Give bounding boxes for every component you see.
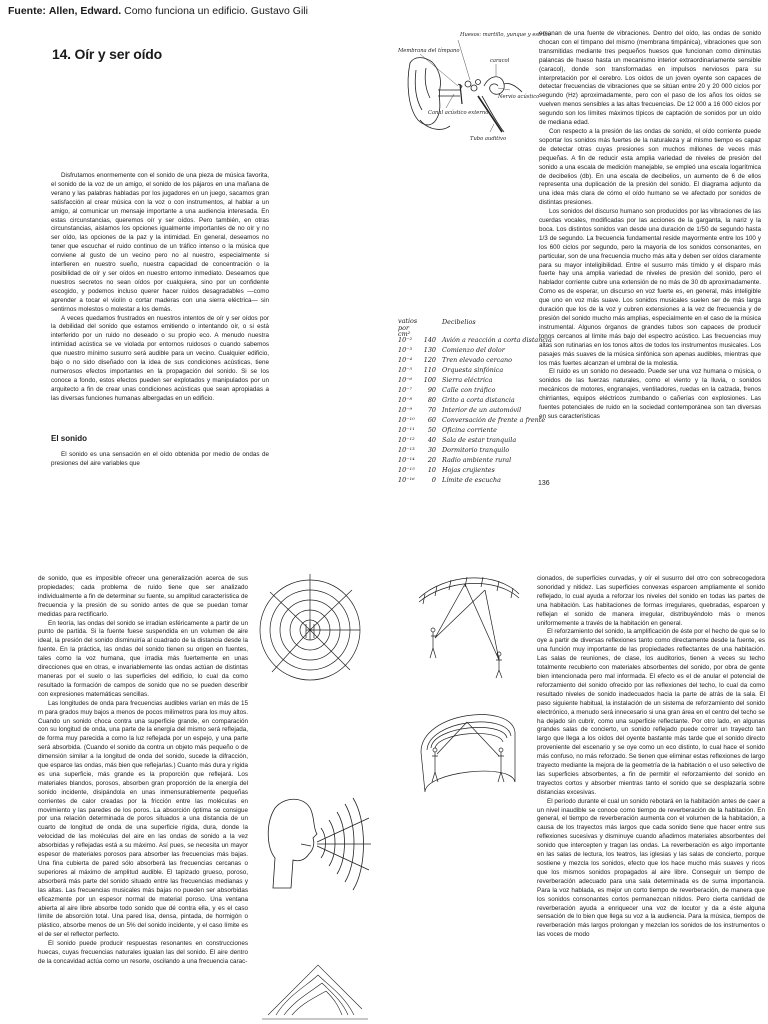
decibel-col1-header: vatios por cm² — [398, 317, 418, 338]
ear-label-tubo: Tubo auditivo — [470, 136, 507, 142]
intro-paragraph: Disfrutamos enormemente con el sonido de una pieza de música favorita, el sonido de la voz de un amigo, el sonido de los pájaros en una mañana de verano y las palabras habladas por los jugadores en un juego, sacamos gran satisfacción al crear música con la voz o con instrumentos, al hablar a un amigo, al comunicar un mensaje importante a una audiencia interesada. En estas circunstancias, queremos oír y ser oídos. Pero también, en otras circunstancias, aislamos los opciones igualmente importantes de no oír y no ser oído, las opciones de la paz y la intimidad. En general, deseamos no tener que escuchar el ruido continuo de un tráfico intenso o la música que conviene al gusto de un vecino pero no al nuestro, especialmente si interfieren en nuestro sueño, nuestra capacidad de concentración o la posibilidad de oír y ser oídos en nuestro entorno inmediato. Deseamos que nuestros secretos no sean oídos por cualquiera, sino por un confidente escogido, y podemos incluso querer hacer ruidos desagradables —como aprender a tocar el violín o cortar maderas con una sierra eléctrica— sin sentirnos molestos o molestar a los demás. — [51, 172, 269, 313]
bottom-left-column — [38, 575, 248, 1024]
radiating-sound-figure — [260, 572, 370, 687]
decibel-row: 10⁻³ 130 Comienzo del dolor — [398, 346, 505, 354]
decibel-row: 10⁻⁷ 90 Calle con tráfico — [398, 386, 496, 394]
decibel-row: 10⁻⁹ 70 Interior de un automóvil — [398, 406, 522, 414]
body-paragraph: de sonido, que es imposible ofrecer una generalización acerca de sus propiedades; cada problema de ruido tiene que ser analizado individualmente a fin de determinar su fuente, su amplitud característica de frecuencia y la presión de su sonido antes de que se puedan tomar medidas para rectificarlo. — [38, 575, 248, 618]
decibel-row: 10⁻¹⁵ 10 Hojas crujientes — [398, 466, 495, 474]
decibel-col2-header: Decibelios — [442, 318, 476, 326]
decibel-row: 10⁻¹⁶ 0 Límite de escucha — [398, 476, 501, 484]
curved-wall-figure — [415, 692, 523, 802]
body-paragraph: El período durante el cual un sonido rebotará en la habitación antes de caer a un nivel inaudible se conoce como tiempo de reverberación de la habitación. En general, el tiempo de reverberación aumenta con el volumen de la habitación, a causa de los trayectos más largos que cada sonido tiene que hacer entre sus reflexiones sucesivas y disminuye cuando añadimos materiales absorbentes del sonido que intercepten y tragan las ondas. La reverberación es algo importante en las salas de lectura, los teatros, las iglesias y las salas de concierto, porque sostiene y mezcla los sonidos, efecto que los hace mucho más suaves y ricos que los mismos sonidos propagados al aire libre. Conseguir un tiempo de reverberación adecuado para una sala determinada es de suma importancia. Para la voz hablada, es mejor un corto tiempo de reverberación, de manera que los sonidos consonantes cortos permanezcan nítidos. Pero cierta cantidad de reverberación ayuda a enriquecer una voz de locutor y da a éste alguna sensación de lo bien que llega su voz a la audiencia. Para la música, tiempos de reverberación más largos prolongan y mezclan los sonidos de los instrumentos o las voces de modo — [537, 797, 765, 939]
body-paragraph: cionados, de superficies curvadas, y oír el susurro del otro con sobrecogedora sonoridad y nitidez. Las superficies convexas esparcen ampliamente el sonido reflejado, lo cual ayuda a reforzar los niveles del sonido en todas las partes de una habitación. Las habitaciones de formas irregulares, quebradas, esparcen y reflejan el sonido de manera irregular, distribuyéndolo más o menos uniformemente a través de la habitación en general. — [537, 575, 765, 627]
ear-label-canal: Canal acústico externo — [428, 110, 489, 116]
decibel-row: 10⁻⁵ 110 Orquesta sinfónica — [398, 366, 504, 374]
ear-label-caracol: caracol — [490, 58, 510, 64]
section-heading-sonido: El sonido — [51, 434, 87, 443]
speaking-head-figure — [265, 788, 375, 903]
bottom-right-column — [537, 575, 765, 1024]
body-paragraph: El ruido es un sonido no deseado. Puede ser una voz humana o música, o sonidos de las fuerzas naturales, como el viento y la lluvia, o sonidos mecánicos de motores, engranajes, ventiladores, ruedas en la calzada, frenos chirriantes, equipos eléctricos zumbando o cañerías con explosiones. Las fuentes potenciales de ruido en la sociedad contemporánea son tan diversas en sus características — [539, 368, 761, 420]
ear-diagram — [398, 28, 551, 150]
source-prefix: Fuente: — [8, 5, 46, 17]
decibel-row: 10⁻⁶ 100 Sierra eléctrica — [398, 376, 493, 384]
ear-label-membrana: Membrana del tímpano — [398, 48, 460, 54]
ear-label-huesos: Huesos: martillo, yunque y estribo — [460, 32, 551, 38]
reflection-waves-figure — [258, 955, 370, 1024]
sonido-paragraph: El sonido es una sensación en el oído obtenida por medio de ondas de presiones del aire variables que — [51, 451, 269, 467]
body-paragraph: Con respecto a la presión de las ondas de sonido, el oído corriente puede soportar los sonidos más fuertes de la naturaleza y al mismo tiempo es capaz de detectar otras cuyas presiones son muchos millones de veces más pequeñas. A fin de reducir esta amplia variedad de niveles de presión del sonido a una escala de medición manejable, se empleó una escala logarítmica de decibelios (db). En una escala de decibelios, un aumento de 6 de ellos representa una duplicación de la presión del sonido. El diagrama adjunto da una idea más clara de cómo el oído humano se ve afectado por sonidos de distintas presiones. — [539, 127, 761, 207]
decibel-row: 10⁻¹¹ 50 Oficina corriente — [398, 426, 497, 434]
curved-ceiling-figure — [415, 568, 523, 678]
ear-label-nervio: Nervio acústico — [498, 94, 540, 100]
intro-paragraph: A veces quedamos frustrados en nuestros intentos de oír y ser oídos por la debilidad del sonido que estamos emitiendo o intentando oír, o si está interferido por un ruido no deseado o su propio eco. A menudo nuestra intimidad acústica se ve violada por entornos ruidosos o cuando sabemos que nuestro mínimo susurro será audible para un vecino. Cualquier edificio, bajo o no sido diseñado con la idea de sus condiciones acústicas, tiene numerosos efectos importantes en la propagación del sonido. Si se los conoce a fondo, estos efectos pueden ser explotados y manipulados por un arquitecto a fin de crear unas condiciones acústicas que sean apropiadas a las diversas funciones humanas albergadas en un edificio. — [51, 314, 269, 402]
decibel-row: 10⁻⁴ 120 Tren elevado cercano — [398, 356, 513, 364]
decibel-row: 10⁻¹⁰ 60 Conversación de frente a frente — [398, 416, 546, 424]
decibel-row: 10⁻⁸ 80 Grito a corta distancia — [398, 396, 515, 404]
body-paragraph: Las longitudes de onda para frecuencias audibles varían en más de 15 m para grados muy bajos a menos de pocos milímetros para los muy altos. Cuando un sonido choca contra una superficie grande, en comparación con su longitud de onda, una parte de la energía del mismo será reflejada, de forma muy parecida a como la luz reflejada por un espejo, y una parte será absorbida. (Cuando el sonido da contra un objeto más pequeño o de dimensión similar a la longitud de onda del sonido, sucede la difracción, que esparce las ondas, más bien que reflejarlas.) Cuanto más dura y rígida es una superficie, más grande es la proporción que reflejará. Los materiales blandos, porosos, absorben gran proporción de la energía del sonido incidente, disipándola en unas inmensurablemente pequeñas corrientes de calor creadas por la fricción entre las moléculas en movimiento y las paredes de los poros. La absorción óptima se consigue por una relación determinada de poros situados a una distancia de un cuarto de longitud de onda de una superficie rígida, dura, donde la velocidad de las moléculas del aire en las ondas de sonido a la vez absorbidas y reflejadas está a su máximo. Así pues, se necesita un mayor espesor de materiales porosos para absorber las frecuencias más bajas. Una fina cubierta de pared sólo absorberá las frecuencias cercanas o superiores al máximo de amplitud audible. El tapizado grueso, poroso, absorberá más parte del sonido situado entre las frecuencias medianas y las altas. Las frecuencias musicales más bajas no pueden ser absorbidas eficazmente por un espesor normal de material poroso. Una ventana abierta al aire libre absorbe todo sonido que dé contra ella, y es el caso límite de absorción total. Una pared lisa, densa, pintada, de hormigón o plástico, absorbe menos de un 5% del sonido incidente, y el caso límite es el de ser el reflector perfecto. — [38, 699, 249, 939]
body-paragraph: El reforzamiento del sonido, la amplificación de éste por el hecho de que se lo oye a partir de diversas reflexiones tanto como directamente desde la fuente, es una función muy importante de las propiedades reflectantes de una habitación. Las salas de reuniones, de clase, los auditorios, tienen a veces su techo totalmente recubierto con materiales absorbentes del sonido, por obra de gente bien intencionada pero mal informada. El efecto es el de anular el potencial de reforzamiento del sonido ofrecido por las reflexiones del techo, lo cual da como resultado niveles de sonido inadecuados hacia la parte de atrás de la sala. El paso siguiente habitual, la instalación de un sistema de reforzamiento del sonido electrónico, a menudo será innecesario si una gran área en el centro del techo se ha dejado sin cubrir, como una superficie reflectante. Por otro lado, en algunas grandes salas de concierto, un sonido reflejado puede correr un trayecto tan largo que llega a los oídos del oyente bastante más tarde que el sonido directo proveniente del escenario y se oye como un eco distinto, lo cual hace el sonido más confuso, no más reforzado. Se tienen que eliminar estas reflexiones de largo trayecto mediante la mejora de la geometría de la habitación o el uso selectivo de las superficies absorbentes, a fin de permitir el reforzamiento del sonido en trayectos cortos y absorber mientras tanto el sonido que se desplazaría sobre distancias excesivas. — [537, 628, 765, 796]
body-paragraph: El sonido puede producir respuestas resonantes en construcciones huecas, cuyas frecuencias naturales igualan las del sonido. El aire dentro de la concavidad actúa como un resorte, oscilando a una frecuencia carac- — [38, 940, 248, 965]
source-author: Allen, Edward. — [48, 5, 122, 17]
body-paragraph: emanan de una fuente de vibraciones. Dentro del oído, las ondas de sonido chocan con el tímpano del mismo (membrana timpánica), vibraciones que son transmitidas mediante tres pequeños huesos que funcionan como diminutas palancas de hueso hasta un mecanismo interior extraordinariamente sensible (caracol), donde son transformadas en impulsos nerviosos para su interpretación por el cerebro. Los oídos de un joven oyente son capaces de detectar frecuencias de vibraciones que se sitúan entre 20 y 20 000 ciclos por segundo (Hz) aproximadamente, pero con el paso de los años los oídos se vuelven menos sensibles a las altas frecuencias. De 12 000 a 16 000 ciclos por segundo son los límites máximos típicos de captación de sonidos por un oído de mediana edad. — [539, 30, 761, 127]
decibel-row: 10⁻¹³ 30 Dormitorio tranquilo — [398, 446, 510, 454]
right-column-top — [539, 30, 761, 474]
intro-column — [51, 172, 269, 424]
decibel-row: 10⁻¹⁴ 20 Radio ambiente rural — [398, 456, 512, 464]
body-paragraph: En teoría, las ondas del sonido se irradian esféricamente a partir de un punto de partida. Si la fuente fuese suspendida en un volumen de aire ideal, la presión del sonido disminuiría al cuadrado de la distancia desde la fuente. En la práctica, las ondas del sonido tienen su origen en fuentes, tales como la voz humana, que irradia más fuertemente en unas direcciones que en otras, e invariablemente las ondas actúan de distintas maneras por el suelo o las superficies del edificio, lo cual da como resultado la formación de campos de sonido que no se pueden describir con expresiones matemáticas sencillas. — [38, 619, 248, 698]
page-number: 136 — [538, 480, 550, 487]
sonido-column — [51, 451, 269, 471]
source-citation — [8, 5, 308, 17]
decibel-row: 10⁻² 140 Avión a reacción a corta distancia — [398, 336, 552, 344]
decibel-row: 10⁻¹² 40 Sala de estar tranquila — [398, 436, 517, 444]
source-rest: Como funciona un edificio. Gustavo Gili — [124, 5, 308, 17]
chapter-title: 14. Oír y ser oído — [52, 46, 162, 62]
body-paragraph: Los sonidos del discurso humano son producidos por las vibraciones de las cuerdas vocales, modificadas por las acciones de la garganta, la nariz y la boca. Los distintos sonidos van desde una duración de 1/50 de segundo hasta 1/3 de segundo. La frecuencia fundamental reside mayormente entre los 100 y los 600 ciclos por segundo, pero la mayoría de los sonidos consonantes, en particular, son de una frecuencia mucho más alta y deben ser oídos claramente para su mayor inteligibilidad. Entre el susurro más tímido y el disparo más fuerte hay una amplia variedad de niveles de presión del sonido, pero el hablador corriente cubre una extensión de no más de 30 db aproximadamente. Como es de esperar, un discurso en voz fuerte es, en general, más inteligible que uno en voz más suave. Los sonidos musicales suelen ser de más larga duración que los de la voz y cubren extensiones a la vez de frecuencia y de presión del sonido mucho más amplias, especialmente en el caso de la música instrumental. Algunos órganos de grandes tubos son capaces de producir tonos cercanos al límite más bajo del espectro acústico. Las frecuencias muy altas son rutinarias en los tonos altos de todos los instrumentos musicales. Los pasajes más suaves de la música sinfónica son apenas audibles, mientras que los más fuertes alcanzan el umbral de la molestia. — [539, 208, 761, 367]
